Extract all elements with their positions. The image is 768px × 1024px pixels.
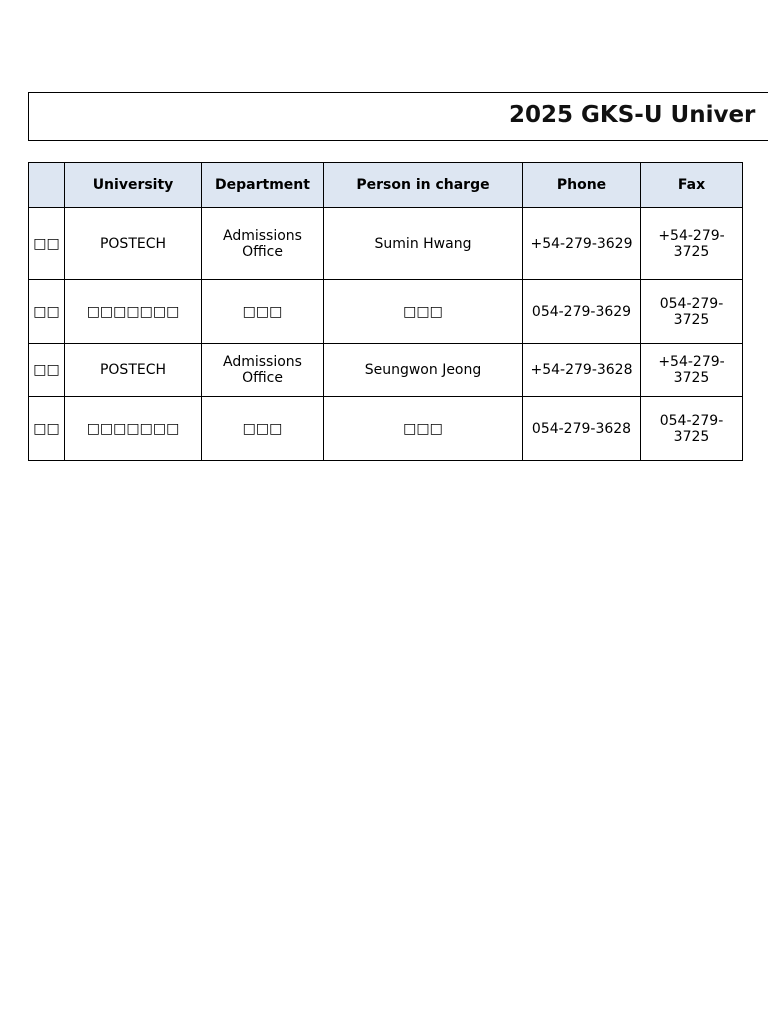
header-person-in-charge: Person in charge [324, 163, 523, 208]
department-cell: Admissions Office [202, 208, 324, 280]
fax-cell: +54-279-3725 [641, 208, 743, 280]
phone-cell: 054-279-3629 [523, 280, 641, 344]
department-cell: □□□ [202, 280, 324, 344]
fax-cell: 054-279-3725 [641, 280, 743, 344]
university-cell: POSTECH [65, 208, 202, 280]
header-university: University [65, 163, 202, 208]
table-row [29, 208, 743, 280]
person-cell: □□□ [324, 280, 523, 344]
fax-cell: +54-279-3725 [641, 344, 743, 397]
language-cell: □□ [29, 208, 65, 280]
table-header-row [29, 163, 743, 208]
table-row [29, 280, 743, 344]
university-cell: □□□□□□□ [65, 280, 202, 344]
contacts-table [28, 162, 743, 461]
language-cell: □□ [29, 280, 65, 344]
phone-cell: +54-279-3629 [523, 208, 641, 280]
language-cell: □□ [29, 344, 65, 397]
header-fax: Fax [641, 163, 743, 208]
person-cell: Sumin Hwang [324, 208, 523, 280]
page-title: 2025 GKS-U Univer [509, 102, 756, 128]
department-cell: □□□ [202, 397, 324, 461]
person-cell: □□□ [324, 397, 523, 461]
header-department: Department [202, 163, 324, 208]
phone-cell: +54-279-3628 [523, 344, 641, 397]
table-row [29, 344, 743, 397]
person-cell: Seungwon Jeong [324, 344, 523, 397]
header-cell [29, 163, 65, 208]
university-cell: POSTECH [65, 344, 202, 397]
fax-cell: 054-279-3725 [641, 397, 743, 461]
header-phone: Phone [523, 163, 641, 208]
phone-cell: 054-279-3628 [523, 397, 641, 461]
title-box [28, 92, 768, 141]
table-row [29, 397, 743, 461]
university-cell: □□□□□□□ [65, 397, 202, 461]
department-cell: Admissions Office [202, 344, 324, 397]
language-cell: □□ [29, 397, 65, 461]
